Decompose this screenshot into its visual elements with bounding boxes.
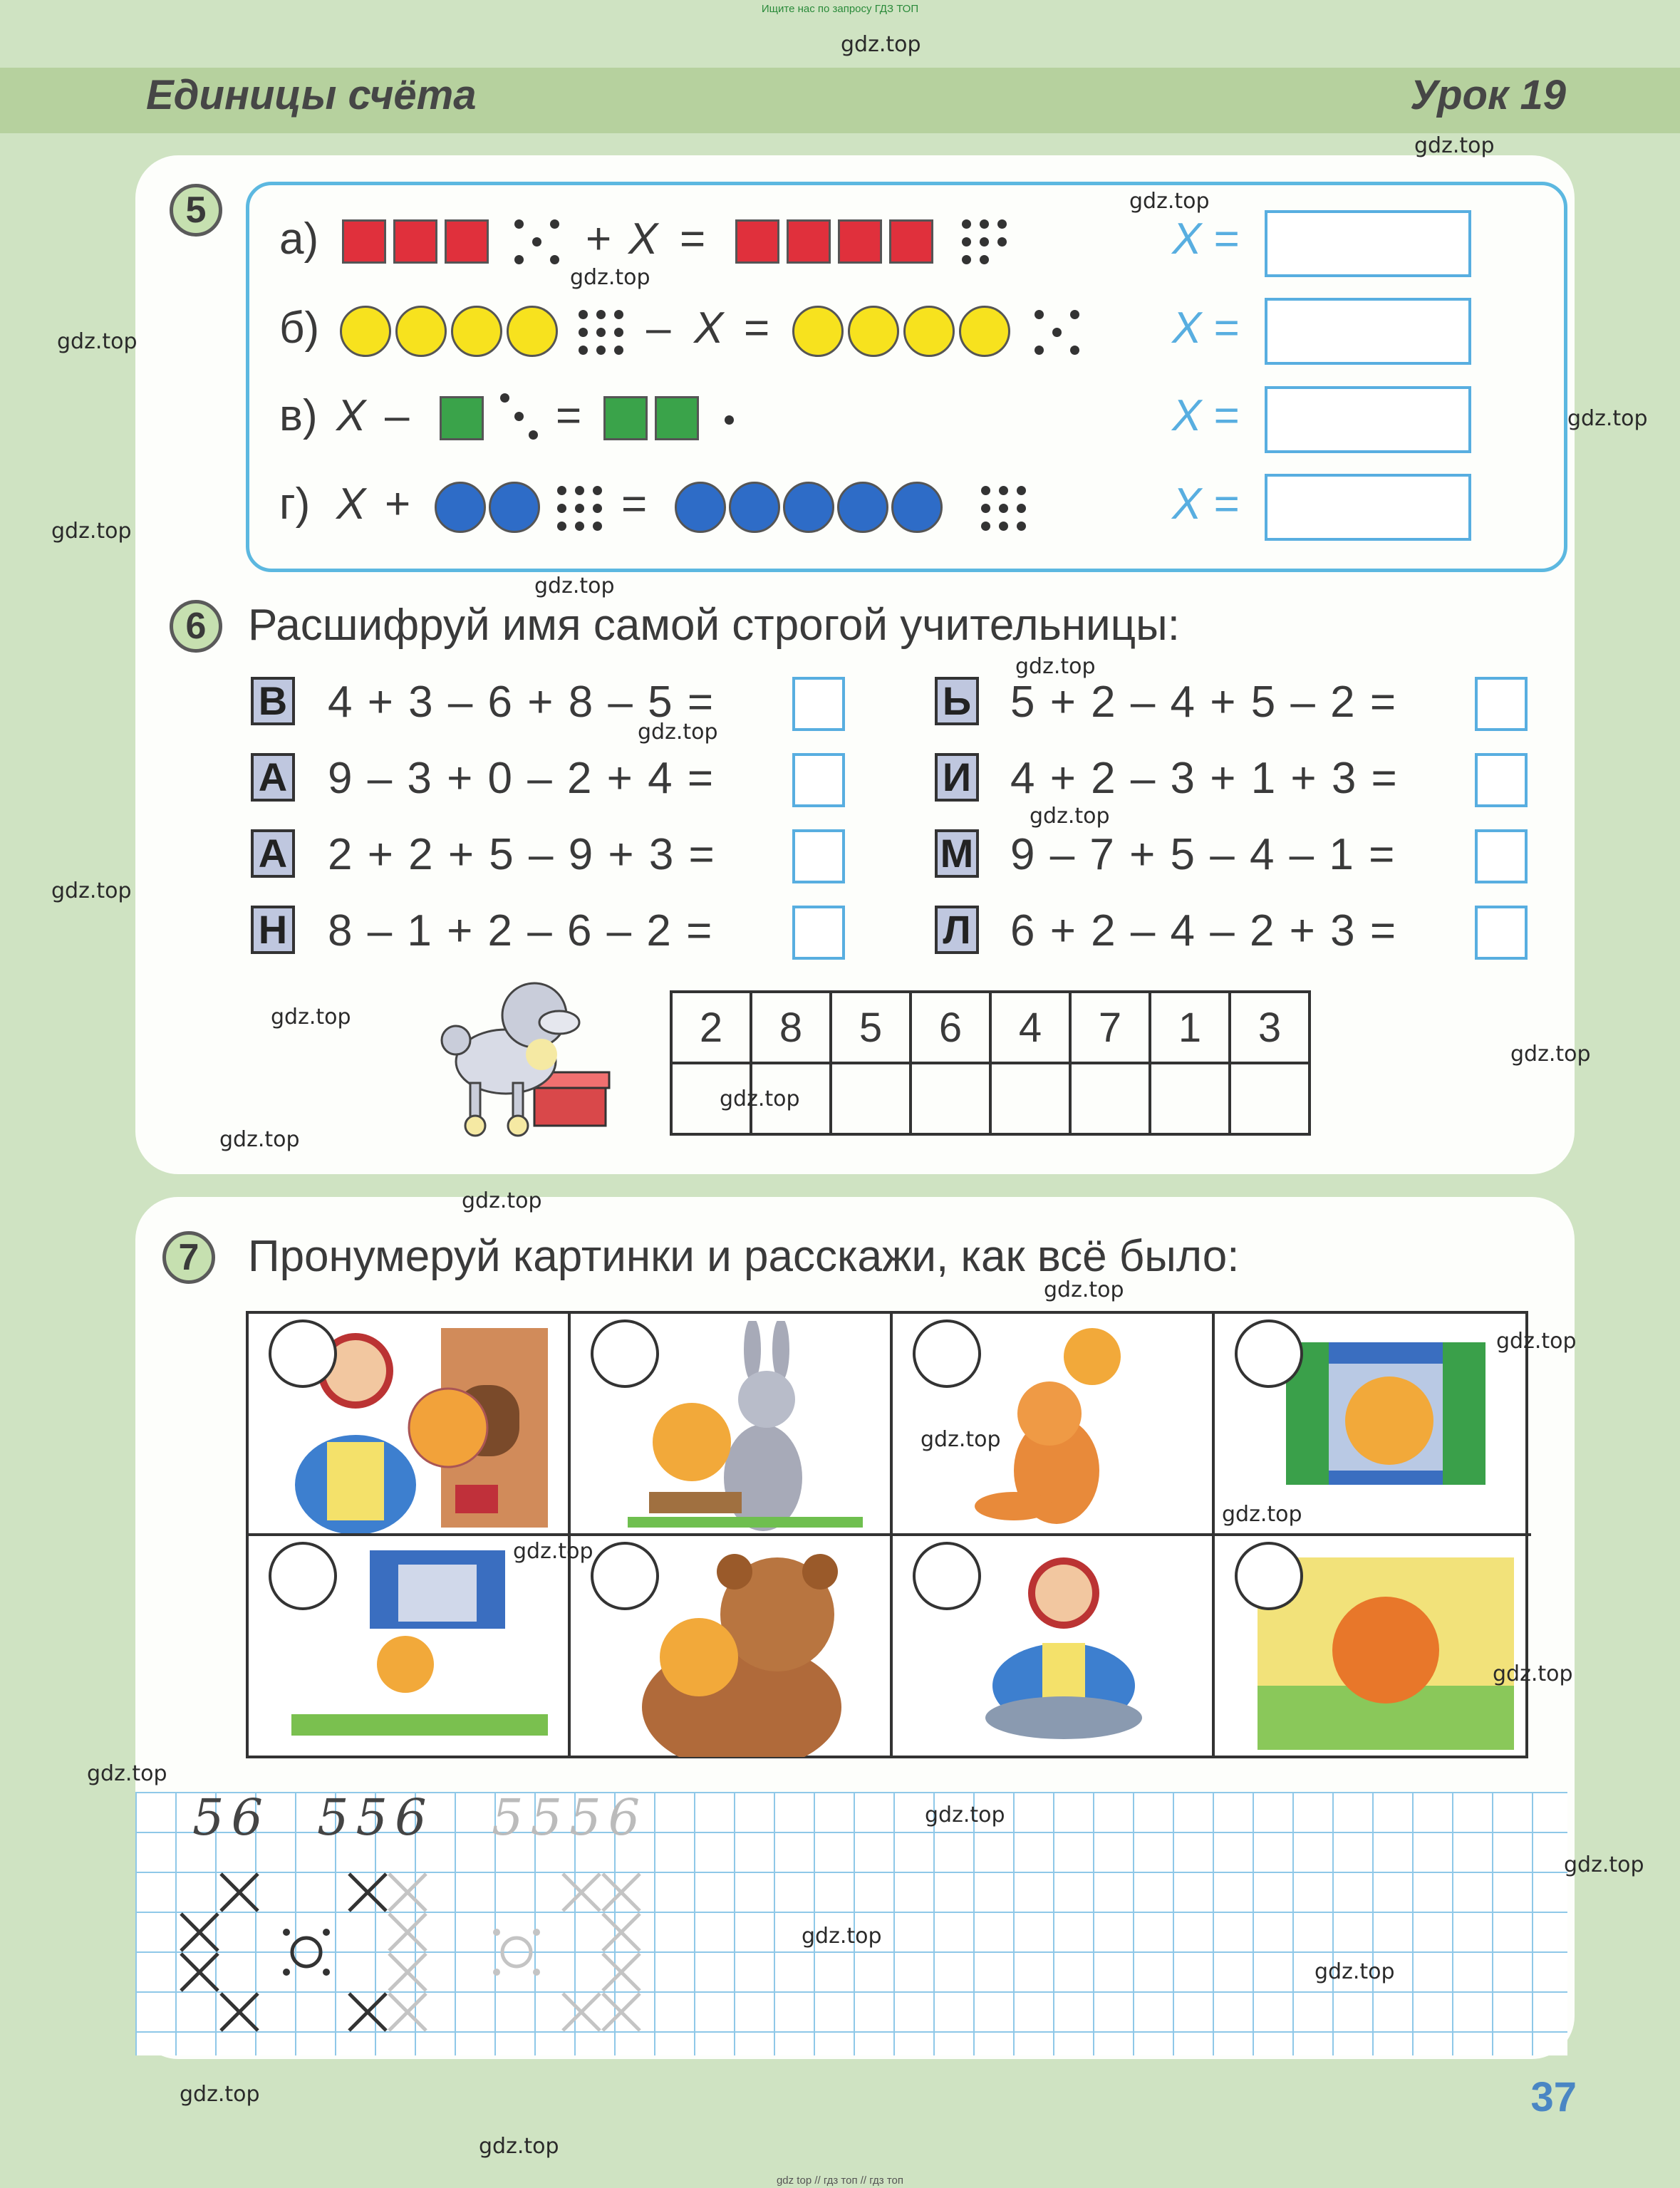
watermark: gdz.top	[1567, 406, 1648, 431]
green-square	[603, 396, 648, 440]
dot	[529, 430, 538, 440]
dot	[614, 328, 623, 337]
dot	[999, 504, 1008, 513]
picture-cell	[893, 1314, 1215, 1536]
watermark: gdz.top	[921, 1427, 1001, 1452]
blue-circle	[675, 482, 726, 533]
blue-circle	[729, 482, 780, 533]
watermark: gdz.top	[1510, 1042, 1591, 1067]
watermark: gdz.top	[51, 878, 132, 903]
cipher-letter: Л	[935, 906, 979, 954]
dot	[550, 255, 559, 264]
dot	[962, 219, 971, 229]
row-label: в)	[279, 391, 318, 440]
equals-sign: =	[621, 479, 648, 529]
minus-sign: –	[385, 391, 410, 440]
picture-grid	[246, 1311, 1528, 1758]
dot	[980, 219, 989, 229]
red-square	[393, 219, 437, 264]
blue-circle	[435, 482, 486, 533]
dot	[514, 219, 524, 229]
dot	[579, 328, 588, 337]
x-symbol: X	[628, 214, 658, 264]
watermark: gdz.top	[1015, 654, 1096, 679]
poodle-illustration	[413, 976, 627, 1147]
dot	[557, 504, 566, 513]
code-letter-cell[interactable]	[1150, 1063, 1230, 1134]
dot	[981, 504, 990, 513]
watermark: gdz.top	[1414, 133, 1495, 158]
yellow-circle	[340, 306, 391, 357]
dot	[981, 486, 990, 495]
code-table	[670, 990, 1311, 1136]
dot	[575, 486, 584, 495]
dot	[596, 310, 606, 319]
watermark: gdz.top	[180, 2082, 260, 2107]
number-circle[interactable]	[269, 1542, 337, 1610]
plus-sign: +	[385, 479, 411, 529]
x-symbol: X	[694, 304, 724, 353]
dot	[980, 237, 989, 247]
picture-cell	[571, 1536, 893, 1758]
dot	[1035, 346, 1044, 355]
dot	[1035, 310, 1044, 319]
dot	[997, 219, 1007, 229]
number-circle[interactable]	[913, 1542, 981, 1610]
yellow-circle	[451, 306, 502, 357]
green-square	[440, 396, 484, 440]
dot	[514, 255, 524, 264]
dot	[980, 255, 989, 264]
cipher-answer-box[interactable]	[792, 906, 845, 960]
row-label: г)	[279, 479, 311, 529]
section-title: Единицы счёта	[146, 72, 477, 118]
code-number: 2	[671, 992, 751, 1063]
red-square	[445, 219, 489, 264]
task6-number: 6	[170, 600, 222, 653]
watermark: gdz.top	[1044, 1277, 1124, 1302]
task5-row-d	[279, 479, 1205, 557]
task5-number: 5	[170, 184, 222, 237]
code-number: 8	[751, 992, 831, 1063]
red-square	[889, 219, 933, 264]
yellow-circle	[848, 306, 899, 357]
cipher-expression: 6 + 2 – 4 – 2 + 3 =	[1010, 906, 1398, 955]
dot	[962, 255, 971, 264]
dot	[593, 522, 602, 531]
watermark: gdz.top	[925, 1803, 1005, 1827]
code-number: 5	[831, 992, 911, 1063]
cipher-letter: А	[251, 753, 295, 802]
watermark: gdz.top	[1315, 1959, 1395, 1984]
dot	[1017, 504, 1026, 513]
watermark: gdz.top	[1030, 804, 1110, 829]
dot	[981, 522, 990, 531]
cipher-expression: 4 + 2 – 3 + 1 + 3 =	[1010, 754, 1399, 803]
yellow-circle	[903, 306, 955, 357]
yellow-circle	[507, 306, 558, 357]
cipher-expression: 2 + 2 + 5 – 9 + 3 =	[328, 830, 716, 879]
task5-row-c	[279, 390, 1205, 469]
copy-sample: 556	[317, 1788, 434, 1847]
equals-sign: =	[556, 391, 582, 440]
equals-sign: =	[744, 304, 770, 353]
code-numbers-row	[671, 992, 1310, 1063]
cipher-letter: М	[935, 829, 979, 878]
watermark: gdz.top	[1496, 1329, 1577, 1354]
top-note: Ищите нас по запросу ГДЗ ТОП	[761, 3, 919, 15]
answer-box-a[interactable]	[1265, 210, 1471, 277]
cipher-letter: Ь	[935, 677, 979, 725]
cipher-expression: 9 – 3 + 0 – 2 + 4 =	[328, 754, 715, 803]
dot	[1017, 486, 1026, 495]
row-label: а)	[279, 214, 319, 264]
dot	[557, 486, 566, 495]
watermark: gdz.top	[1564, 1852, 1644, 1877]
watermark: gdz.top	[57, 329, 138, 354]
dot	[575, 504, 584, 513]
cipher-letter: В	[251, 677, 295, 725]
watermark: gdz.top	[51, 519, 132, 544]
watermark: gdz.top	[638, 720, 718, 745]
dot	[557, 522, 566, 531]
watermark: gdz.top	[534, 574, 615, 598]
dot	[1052, 328, 1062, 337]
watermark: gdz.top	[1222, 1502, 1302, 1527]
task5-row-b	[279, 303, 1205, 381]
code-number: 4	[990, 992, 1070, 1063]
code-number: 1	[1150, 992, 1230, 1063]
answer-box-c[interactable]	[1265, 386, 1471, 453]
task7-number: 7	[162, 1231, 215, 1284]
equals-sign: =	[680, 214, 706, 264]
watermark: gdz.top	[271, 1005, 351, 1030]
cipher-expression: 8 – 1 + 2 – 6 – 2 =	[328, 906, 714, 955]
green-square	[655, 396, 699, 440]
red-square	[787, 219, 831, 264]
blue-circle	[783, 482, 834, 533]
copy-sample: 56	[192, 1788, 271, 1847]
cipher-letter: Н	[251, 906, 295, 954]
code-letter-cell[interactable]	[990, 1063, 1070, 1134]
dot	[514, 412, 524, 421]
answer-label: X =	[1172, 479, 1240, 529]
dot	[614, 310, 623, 319]
cipher-answer-box[interactable]	[1475, 906, 1528, 960]
number-circle[interactable]	[913, 1319, 981, 1388]
dot	[962, 237, 971, 247]
dot	[999, 522, 1008, 531]
picture-cell	[1215, 1536, 1531, 1758]
number-circle[interactable]	[591, 1542, 659, 1610]
answer-label: X =	[1172, 214, 1240, 264]
watermark: gdz.top	[1493, 1661, 1573, 1686]
task7-title: Пронумеруй картинки и расскажи, как всё было:	[248, 1232, 1240, 1281]
yellow-circle	[395, 306, 447, 357]
dot	[725, 415, 734, 425]
cipher-answer-box[interactable]	[1475, 753, 1528, 807]
watermark: gdz.top	[802, 1924, 882, 1949]
picture-cell	[893, 1536, 1215, 1758]
blue-circle	[489, 482, 540, 533]
watermark: gdz.top	[513, 1539, 593, 1564]
dot	[579, 310, 588, 319]
dot	[500, 393, 509, 403]
watermark: gdz.top	[219, 1127, 300, 1152]
cipher-answer-box[interactable]	[792, 677, 845, 731]
dot	[997, 237, 1007, 247]
code-number: 6	[911, 992, 990, 1063]
dot	[579, 346, 588, 355]
red-square	[342, 219, 386, 264]
dot	[596, 346, 606, 355]
dot	[575, 522, 584, 531]
task6-title: Расшифруй имя самой строгой учительницы:	[248, 601, 1180, 650]
row-label: б)	[279, 304, 320, 353]
dot	[1017, 522, 1026, 531]
cipher-answer-box[interactable]	[792, 753, 845, 807]
dot	[999, 486, 1008, 495]
red-square	[838, 219, 882, 264]
watermark: gdz.top	[841, 32, 921, 57]
dot	[532, 237, 541, 247]
cipher-expression: 4 + 3 – 6 + 8 – 5 =	[328, 678, 715, 727]
copy-trace: 5556	[492, 1788, 648, 1847]
cipher-answer-box[interactable]	[1475, 829, 1528, 883]
picture-cell	[249, 1536, 571, 1758]
dot	[1070, 310, 1079, 319]
watermark: gdz.top	[87, 1761, 167, 1786]
task5-row-a	[279, 214, 1205, 292]
cipher-letter: И	[935, 753, 979, 802]
watermark: gdz.top	[479, 2134, 559, 2159]
dot	[593, 504, 602, 513]
plus-sign: +	[586, 214, 612, 264]
number-circle[interactable]	[591, 1319, 659, 1388]
cipher-letter: А	[251, 829, 295, 878]
cross-pattern	[171, 1867, 712, 2059]
number-circle[interactable]	[1235, 1319, 1303, 1388]
dot	[614, 346, 623, 355]
watermark: gdz.top	[1129, 189, 1210, 214]
cipher-answer-box[interactable]	[1475, 677, 1528, 731]
picture-cell	[249, 1314, 571, 1536]
code-number: 7	[1070, 992, 1150, 1063]
cipher-answer-box[interactable]	[792, 829, 845, 883]
code-letter-cell[interactable]	[1070, 1063, 1150, 1134]
dot	[1070, 346, 1079, 355]
number-circle[interactable]	[269, 1319, 337, 1388]
blue-circle	[837, 482, 888, 533]
code-letter-cell[interactable]	[831, 1063, 911, 1134]
cipher-expression: 5 + 2 – 4 + 5 – 2 =	[1010, 678, 1398, 727]
cipher-expression: 9 – 7 + 5 – 4 – 1 =	[1010, 830, 1396, 879]
code-letter-cell[interactable]	[911, 1063, 990, 1134]
dot	[593, 486, 602, 495]
answer-box-d[interactable]	[1265, 474, 1471, 541]
x-symbol: X	[336, 391, 366, 440]
minus-sign: –	[646, 304, 671, 353]
code-letter-cell[interactable]	[1230, 1063, 1310, 1134]
answer-box-b[interactable]	[1265, 298, 1471, 365]
page-number: 37	[1530, 2074, 1577, 2120]
watermark: gdz.top	[720, 1087, 800, 1111]
watermark: gdz.top	[570, 265, 650, 290]
blue-circle	[891, 482, 943, 533]
picture-cell	[571, 1314, 893, 1536]
lesson-title: Урок 19	[1410, 72, 1566, 118]
bottom-note: gdz top // гдз топ // гдз топ	[776, 2174, 904, 2187]
yellow-circle	[792, 306, 844, 357]
code-number: 3	[1230, 992, 1310, 1063]
dot	[550, 219, 559, 229]
red-square	[735, 219, 779, 264]
answer-label: X =	[1172, 391, 1240, 440]
yellow-circle	[959, 306, 1010, 357]
answer-label: X =	[1172, 304, 1240, 353]
dot	[596, 328, 606, 337]
x-symbol: X	[336, 479, 366, 529]
watermark: gdz.top	[462, 1188, 542, 1213]
number-circle[interactable]	[1235, 1542, 1303, 1610]
